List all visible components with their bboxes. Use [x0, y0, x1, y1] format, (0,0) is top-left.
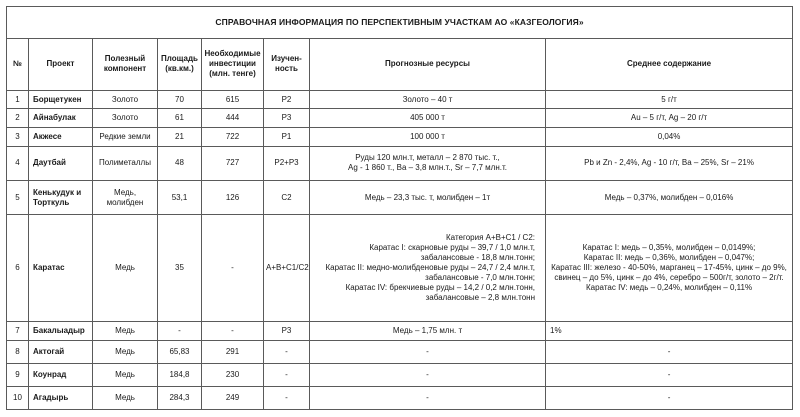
study-cell: P2+P3: [264, 146, 310, 180]
area-cell: 53,1: [158, 180, 202, 214]
resources-cell: 405 000 т: [310, 109, 546, 128]
header-study: Изучен- ность: [264, 38, 310, 90]
table-row: [7, 340, 793, 363]
content-cell: Pb и Zn - 2,4%, Ag - 10 г/т, Ba – 25%, Sr – 21%: [546, 146, 793, 180]
table-row: [7, 363, 793, 386]
row-number: 10: [7, 386, 29, 409]
content-cell: Каратас I: медь – 0,35%, молибден – 0,0149%; Каратас II: медь – 0,36%, молибден – 0,047%; Каратас III: железо - 40-50%, марганец – 17-45%, цинк – до 9%, свинец – до 5%, цинк – до 4%, серебро – 500г/т, золото – 2г/т. Каратас IV: медь – 0,24%, молибден – 0,11%: [546, 215, 793, 322]
area-cell: 61: [158, 109, 202, 128]
resources-cell: -: [310, 363, 546, 386]
content-cell: 1%: [546, 321, 793, 340]
table-row: [7, 90, 793, 109]
study-cell: P2: [264, 90, 310, 109]
resources-cell: Категория A+B+C1 / C2: Каратас I: скарновые руды – 39,7 / 1,0 млн.т, забалансовые - 18,8 млн.тонн; Каратас II: медно-молибденовые руды – 24,7 / 2,4 млн.т, забалансовые - 7,0 млн.тонн; Каратас IV: брекчиевые руды – 14,2 / 0,2 млн.тонн, забалансовые – 2,8 млн.тонн: [310, 215, 546, 322]
area-cell: 70: [158, 90, 202, 109]
row-number: 4: [7, 146, 29, 180]
table-row: [7, 109, 793, 128]
study-cell: P3: [264, 109, 310, 128]
project-name: Агадырь: [29, 386, 93, 409]
study-cell: C2: [264, 180, 310, 214]
header-no: №: [7, 38, 29, 90]
mineral-cell: Редкие земли: [93, 128, 158, 147]
table-title: СПРАВОЧНАЯ ИНФОРМАЦИЯ ПО ПЕРСПЕКТИВНЫМ УЧАСТКАМ АО «КАЗГЕОЛОГИЯ»: [7, 7, 793, 39]
mineral-cell: Золото: [93, 90, 158, 109]
investment-cell: 722: [202, 128, 264, 147]
resources-cell: Медь – 1,75 млн. т: [310, 321, 546, 340]
row-number: 1: [7, 90, 29, 109]
row-number: 5: [7, 180, 29, 214]
investment-cell: 126: [202, 180, 264, 214]
table-row: [7, 128, 793, 147]
area-cell: 35: [158, 215, 202, 322]
content-cell: 0,04%: [546, 128, 793, 147]
header-resources: Прогнозные ресурсы: [310, 38, 546, 90]
mineral-cell: Медь: [93, 363, 158, 386]
investment-cell: 727: [202, 146, 264, 180]
header-row: [7, 38, 793, 90]
content-cell: -: [546, 363, 793, 386]
investment-cell: 615: [202, 90, 264, 109]
mineral-cell: Золото: [93, 109, 158, 128]
resources-cell: Руды 120 млн.т, металл – 2 870 тыс. т., Ag - 1 860 т., Ba – 3,8 млн.т., Sr – 7,7 млн.т.: [310, 146, 546, 180]
investment-cell: 291: [202, 340, 264, 363]
area-cell: 21: [158, 128, 202, 147]
project-name: Даутбай: [29, 146, 93, 180]
header-content: Среднее содержание: [546, 38, 793, 90]
content-cell: 5 г/т: [546, 90, 793, 109]
row-number: 3: [7, 128, 29, 147]
investment-cell: -: [202, 321, 264, 340]
mineral-cell: Медь: [93, 340, 158, 363]
project-name: Актогай: [29, 340, 93, 363]
table-row: [7, 215, 793, 322]
resources-cell: -: [310, 340, 546, 363]
study-cell: -: [264, 386, 310, 409]
header-project: Проект: [29, 38, 93, 90]
content-cell: Au – 5 г/т, Ag – 20 г/т: [546, 109, 793, 128]
header-investment: Необходимые инвестиции (млн. тенге): [202, 38, 264, 90]
mineral-cell: Медь, молибден: [93, 180, 158, 214]
project-name: Коунрад: [29, 363, 93, 386]
content-cell: -: [546, 340, 793, 363]
row-number: 7: [7, 321, 29, 340]
row-number: 2: [7, 109, 29, 128]
study-cell: -: [264, 340, 310, 363]
table-row: [7, 321, 793, 340]
resources-cell: -: [310, 386, 546, 409]
mineral-cell: Медь: [93, 386, 158, 409]
area-cell: -: [158, 321, 202, 340]
content-cell: -: [546, 386, 793, 409]
table-row: [7, 386, 793, 409]
table-row: [7, 146, 793, 180]
header-area: Площадь (кв.км.): [158, 38, 202, 90]
study-cell: P1: [264, 128, 310, 147]
mineral-cell: Медь: [93, 215, 158, 322]
study-cell: -: [264, 363, 310, 386]
table-body: [7, 90, 793, 409]
project-name: Каратас: [29, 215, 93, 322]
table-row: [7, 180, 793, 214]
row-number: 9: [7, 363, 29, 386]
row-number: 8: [7, 340, 29, 363]
prospect-table: [6, 6, 793, 410]
study-cell: P3: [264, 321, 310, 340]
study-cell: A+B+C1/C2: [264, 215, 310, 322]
investment-cell: 444: [202, 109, 264, 128]
project-name: Борщетукен: [29, 90, 93, 109]
area-cell: 284,3: [158, 386, 202, 409]
area-cell: 65,83: [158, 340, 202, 363]
mineral-cell: Полиметаллы: [93, 146, 158, 180]
investment-cell: -: [202, 215, 264, 322]
project-name: Айнабулак: [29, 109, 93, 128]
row-number: 6: [7, 215, 29, 322]
area-cell: 184,8: [158, 363, 202, 386]
mineral-cell: Медь: [93, 321, 158, 340]
resources-cell: 100 000 т: [310, 128, 546, 147]
investment-cell: 230: [202, 363, 264, 386]
content-cell: Медь – 0,37%, молибден – 0,016%: [546, 180, 793, 214]
project-name: Бакалыадыр: [29, 321, 93, 340]
area-cell: 48: [158, 146, 202, 180]
investment-cell: 249: [202, 386, 264, 409]
project-name: Кенькудук и Торткуль: [29, 180, 93, 214]
project-name: Акжесе: [29, 128, 93, 147]
resources-cell: Золото – 40 т: [310, 90, 546, 109]
resources-cell: Медь – 23,3 тыс. т, молибден – 1т: [310, 180, 546, 214]
header-mineral: Полезный компонент: [93, 38, 158, 90]
